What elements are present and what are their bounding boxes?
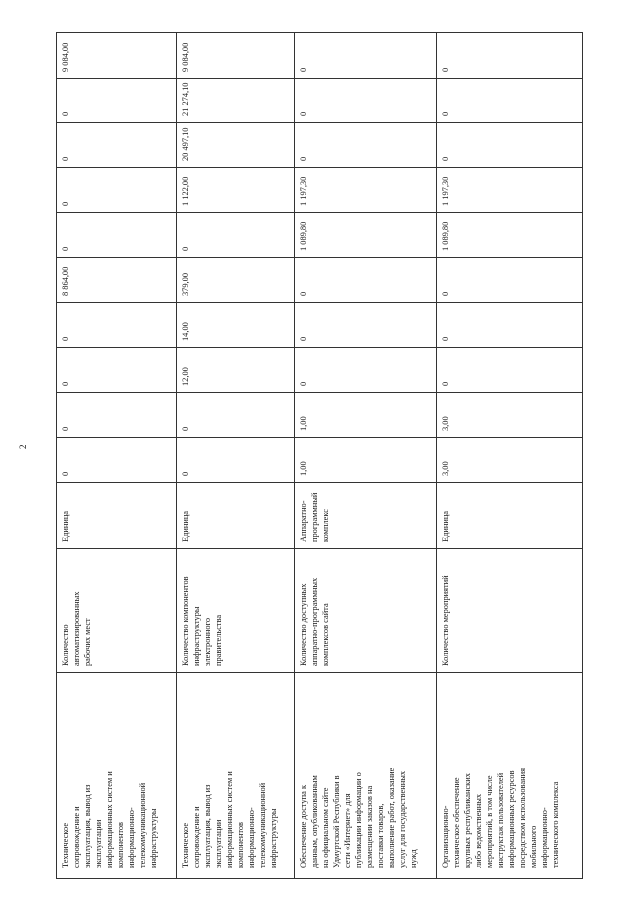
row-value: 1 197,30 <box>441 176 450 206</box>
row-value: 14,00 <box>181 322 190 341</box>
row-value: 0 <box>61 111 70 116</box>
row-value: 1 089,80 <box>299 221 308 251</box>
row-unit: Единица <box>441 510 450 542</box>
column-border <box>56 32 583 33</box>
column-border <box>56 878 583 879</box>
row-value: 1 089,80 <box>441 221 450 251</box>
row-value: 9 084,00 <box>61 42 70 72</box>
row-value: 0 <box>441 291 450 296</box>
row-border <box>436 32 437 879</box>
row-value: 12,00 <box>181 367 190 386</box>
row-value: 0 <box>299 111 308 116</box>
column-border <box>56 548 583 549</box>
column-border <box>56 257 583 258</box>
row-value: 1 122,00 <box>181 176 190 206</box>
column-border <box>56 482 583 483</box>
row-border <box>176 32 177 879</box>
column-border <box>56 302 583 303</box>
row-value: 0 <box>61 471 70 476</box>
row-value: 0 <box>181 471 190 476</box>
row-value: 0 <box>61 381 70 386</box>
row-indicator: Количество доступных аппаратно-программных комплексов сайта <box>299 577 330 666</box>
row-description: Техническое сопровождение и эксплуатация, вывод из эксплуатации информационных систем и компонентов информационно- телекоммуникационной инфраструктуры <box>181 771 278 868</box>
row-value: 8 864,00 <box>61 266 70 296</box>
row-value: 0 <box>181 246 190 251</box>
row-value: 379,00 <box>181 272 190 296</box>
row-description: Обеспечение доступа к данным, опубликованным на официальном сайте Удмуртской Республики в сети «Интернет» для публикации информации о размещении заказов на поставки товаров, выполнение работ, оказание услуг для государственных нужд <box>299 767 418 868</box>
strip-border <box>0 32 56 33</box>
column-border <box>56 347 583 348</box>
column-border <box>56 167 583 168</box>
column-border <box>56 437 583 438</box>
row-indicator: Количество автоматизированных рабочих мест <box>61 591 92 666</box>
column-border <box>56 392 583 393</box>
row-value: 0 <box>299 156 308 161</box>
row-value: 1,00 <box>299 416 308 431</box>
row-value: 1 197,30 <box>299 176 308 206</box>
row-indicator: Количество мероприятий <box>441 575 450 666</box>
column-border <box>56 212 583 213</box>
row-value: 20 497,10 <box>181 127 190 161</box>
row-value: 0 <box>441 336 450 341</box>
row-border <box>294 32 295 879</box>
row-value: 0 <box>441 111 450 116</box>
column-border <box>56 122 583 123</box>
row-unit: Единица <box>61 510 70 542</box>
row-unit: Аппаратно- программный комплекс <box>299 492 330 542</box>
row-value: 3,00 <box>441 416 450 431</box>
row-value: 0 <box>61 246 70 251</box>
row-value: 0 <box>61 426 70 431</box>
row-value: 1,00 <box>299 461 308 476</box>
row-value: 0 <box>299 336 308 341</box>
row-value: 0 <box>441 156 450 161</box>
page-number: 2 <box>18 444 28 449</box>
row-border <box>582 32 583 879</box>
row-indicator: Количество компонентов инфраструктуры электронного правительства <box>181 576 223 666</box>
row-border <box>56 32 57 879</box>
row-value: 0 <box>181 426 190 431</box>
column-border <box>56 78 583 79</box>
row-description: Техническое сопровождение и эксплуатация, вывод из эксплуатации информационных систем и компонентов информационно- телекоммуникационной инфраструктуры <box>61 771 158 868</box>
row-value: 0 <box>441 67 450 72</box>
row-value: 0 <box>299 291 308 296</box>
row-value: 3,00 <box>441 461 450 476</box>
row-value: 0 <box>61 336 70 341</box>
column-border <box>56 672 583 673</box>
row-value: 0 <box>61 201 70 206</box>
row-unit: Единица <box>181 510 190 542</box>
row-description: Организационно- техническое обеспечение крупных республиканских либо ведомственных мероприятий, в том числе инструктаж пользователей информационных ресурсов посредством использования мобильного информационно- технического комплекса <box>441 768 560 868</box>
row-value: 0 <box>441 381 450 386</box>
row-value: 0 <box>299 381 308 386</box>
row-value: 0 <box>61 156 70 161</box>
row-value: 21 274,10 <box>181 82 190 116</box>
row-value: 0 <box>299 67 308 72</box>
row-value: 9 084,00 <box>181 42 190 72</box>
